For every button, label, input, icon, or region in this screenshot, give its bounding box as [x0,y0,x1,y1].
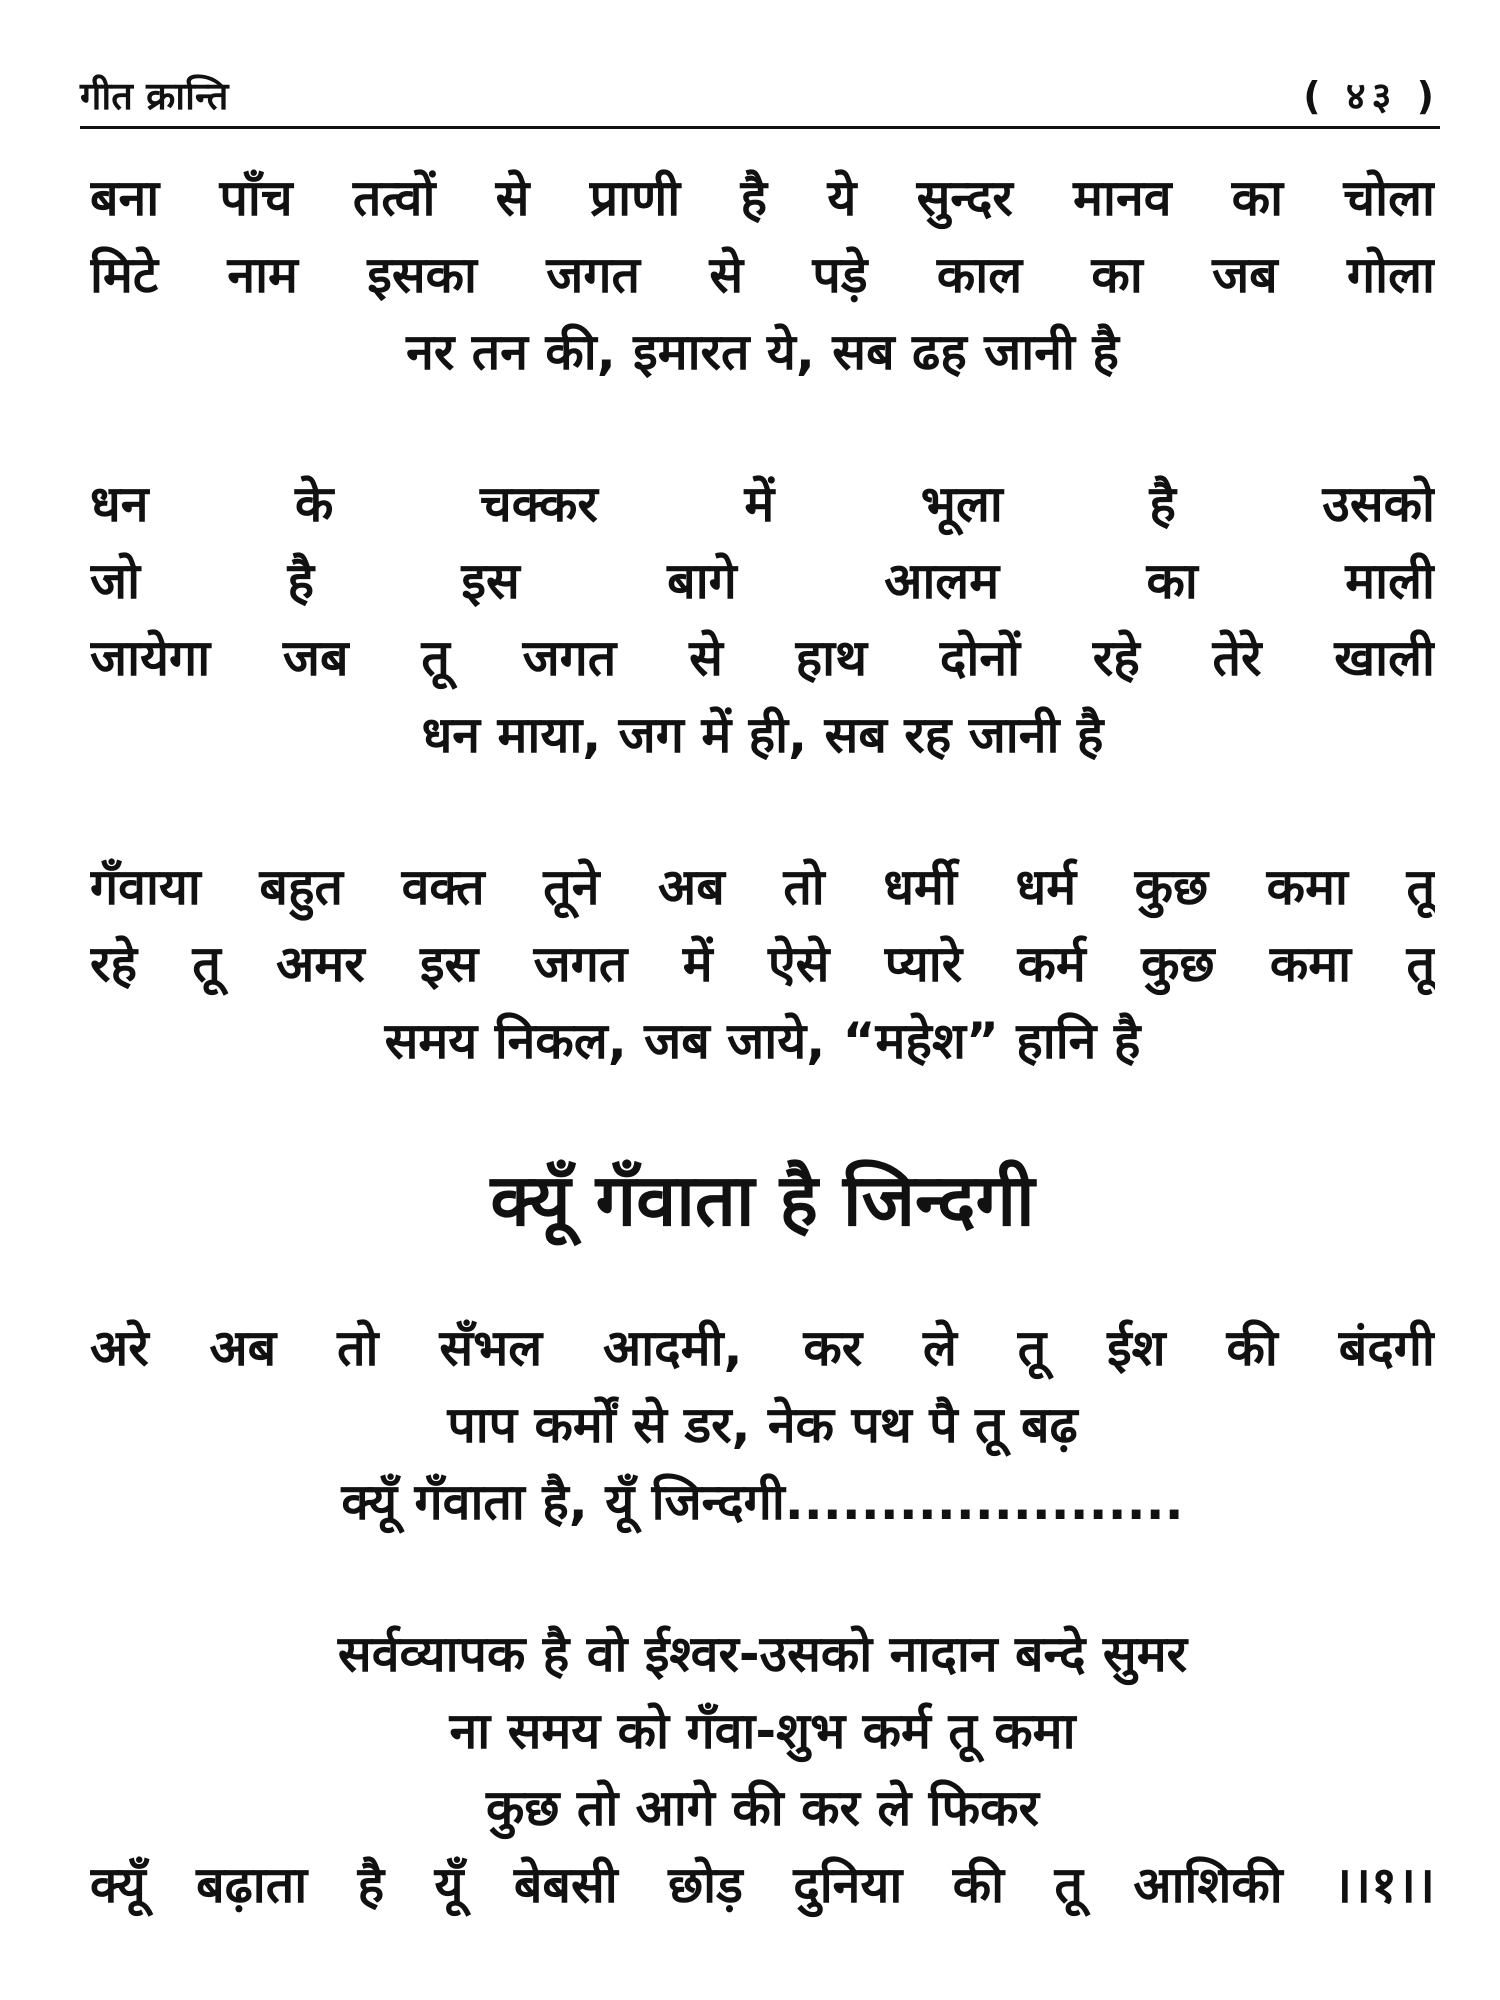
verse-word: तत्वों [352,169,436,227]
verse-word: से [495,169,530,227]
verse-word: तू [1406,858,1435,916]
verse-word: जगत [533,935,628,993]
verse-word: का [1231,169,1284,227]
verse-word: कुछ [1141,935,1215,993]
verse-word: हाथ [795,629,868,687]
verse-word: उसको [1322,475,1435,533]
verse-word: काल [936,246,1023,304]
verse-word: इस [461,552,520,610]
verse-word: तेरे [1212,629,1262,687]
verse-word: अमर [276,935,365,993]
song-title: क्यूँ गँवाता है जिन्दगी [490,1158,1035,1242]
verse-word: इसका [367,246,477,304]
verse-line [90,1847,1435,1924]
verse-word: की [952,1856,1005,1914]
verse-word: बेबसी [513,1856,618,1914]
verse-word: जगत [522,629,617,687]
verse-word: क्यूँ [90,1856,146,1914]
verse-word: तू [192,935,221,993]
verse-word: से [689,629,723,687]
verse-word: ऐसे [767,935,830,993]
verse-line [90,466,1435,543]
verse-line [90,237,1435,314]
verse-line: कुछ तो आगे की कर ले फिकर [485,1779,1040,1837]
refrain-line: नर तन की, इमारत ये, सब ढह जानी है [406,323,1119,381]
verse-word: बंदगी [1338,1319,1435,1377]
verse-word: से [709,246,744,304]
verse-word: का [1146,552,1198,610]
verse-word: बना [90,169,160,227]
verse-word: कर्म [1017,935,1086,993]
verse-line [90,1310,1435,1387]
verse-word: कमा [1269,935,1352,993]
verse-word: तू [1017,1319,1047,1377]
verse-word: तूने [543,858,600,916]
verse-word: पाँच [219,169,293,227]
verse-word: तू [1054,1856,1083,1914]
verse-word: अब [658,858,725,916]
refrain-line: समय निकल, जब जाये, “महेश” हानि है [384,1012,1141,1070]
verse-line [90,620,1435,697]
verse-word: यूँ [434,1856,464,1914]
verse-word: धर्मी [883,858,957,916]
verse-word: चोला [1343,169,1435,227]
verse-line [90,160,1435,237]
verse-word: है [287,552,315,610]
verse-word: छोड़ [668,1856,743,1914]
verse-word: इस [420,935,479,993]
verse-line [90,849,1435,926]
verse-word: मानव [1073,169,1172,227]
verse-word: गँवाया [90,858,201,916]
verse-word: जगत [546,246,641,304]
verse-word: जब [282,629,349,687]
song-stanza-2 [90,1616,1435,1924]
verse-word: वक्त [401,858,485,916]
verse-word: बढ़ाता [196,1856,308,1914]
stanza-3 [90,849,1435,1080]
verse-word: आशिकी [1133,1856,1283,1914]
verse-word: रहे [90,935,137,993]
verse-word: ये [827,169,857,227]
verse-word: सुन्दर [916,169,1013,227]
verse-word: ईश [1107,1319,1166,1377]
verse-word: तो [783,858,825,916]
verse-line: पाप कर्मों से डर, नेक पथ पै तू बढ़ [447,1396,1078,1454]
verse-word: प्राणी [589,169,681,227]
verse-word: में [682,935,713,993]
verse-word: दुनिया [793,1856,903,1914]
verse-word: कुछ [1134,858,1209,916]
verse-word: का [1091,246,1143,304]
verse-word: कर [803,1319,863,1377]
verse-word: बागे [667,552,737,610]
verse-word: सँभल [439,1319,543,1377]
page-number: ( ४३ ) [1303,74,1440,118]
verse-word: रहे [1092,629,1140,687]
verse-word: आलम [884,552,1000,610]
refrain-line: क्यूँ गँवाता है, यूँ जिन्दगी..................... [341,1473,1184,1531]
verse-word: में [744,475,775,533]
verse-word: अब [209,1319,277,1377]
verse-word: अरे [90,1319,149,1377]
verse-word: तू [421,629,450,687]
verse-word: कमा [1266,858,1348,916]
song-stanza-1 [90,1310,1435,1541]
refrain-line: धन माया, जग में ही, सब रह जानी है [421,706,1104,764]
verse-line: ना समय को गँवा-शुभ कर्म तू कमा [449,1702,1076,1760]
verse-word: बहुत [259,858,344,916]
verse-word: चक्कर [479,475,598,533]
page-body [90,160,1435,1999]
verse-word: जब [1212,246,1278,304]
verse-word: धर्म [1015,858,1077,916]
stanza-1 [90,160,1435,391]
verse-word: है [357,1856,385,1914]
verse-word: जो [90,552,141,610]
verse-word: धन [90,475,149,533]
verse-word: है [1149,475,1176,533]
running-header [80,70,1440,129]
verse-word: की [1226,1319,1278,1377]
book-title: गीत क्रान्ति [80,74,229,118]
verse-word: गोला [1347,246,1435,304]
verse-word: खाली [1334,629,1435,687]
verse-line [90,926,1435,1003]
verse-word: नाम [227,246,298,304]
verse-word: मिटे [90,246,159,304]
verse-word: भूला [920,475,1003,533]
verse-word: तू [1406,935,1435,993]
verse-word: आदमी, [603,1319,743,1377]
verse-word: के [295,475,334,533]
stanza-2 [90,466,1435,774]
verse-word: ले [923,1319,957,1377]
verse-word: माली [1345,552,1435,610]
verse-line [90,543,1435,620]
verse-word: ।।१।। [1333,1856,1435,1914]
verse-line: सर्वव्यापक है वो ईश्वर-उसको नादान बन्दे सुमर [337,1625,1188,1683]
verse-word: दोनों [939,629,1021,687]
verse-word: प्यारे [884,935,963,993]
verse-word: तो [337,1319,379,1377]
verse-word: है [740,169,768,227]
verse-word: पड़े [812,246,868,304]
verse-word: जायेगा [90,629,211,687]
